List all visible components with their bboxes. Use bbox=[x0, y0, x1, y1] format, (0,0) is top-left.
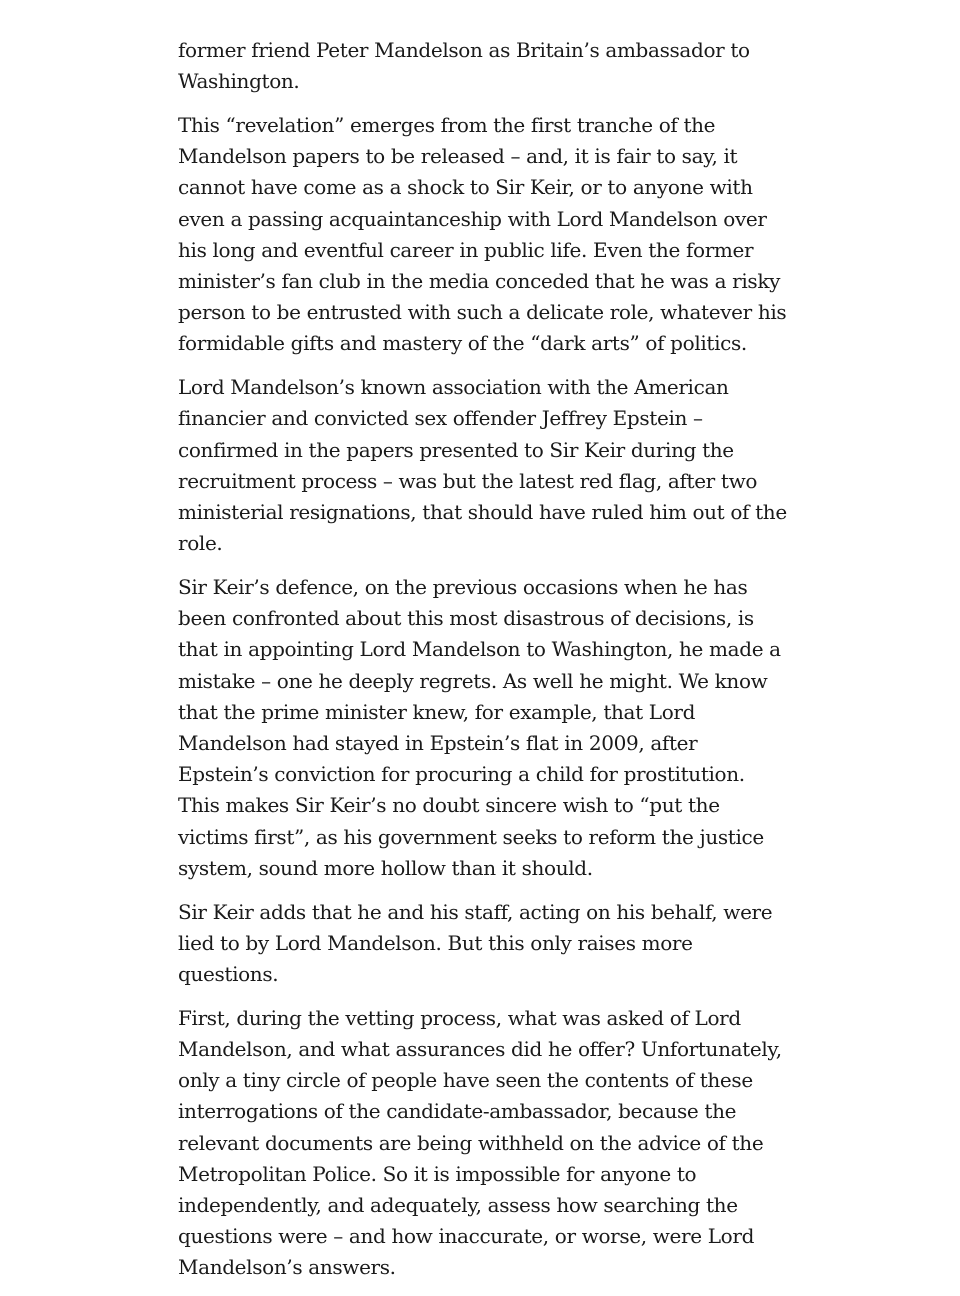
paragraph-6: First, during the vetting process, what was asked of Lord Mandelson, and what assurances did he offer? Unfortunately, only a tiny circle of people have seen the contents of these interrogations of the candidate-ambassador, because the relevant documents are being withheld on the advice of the Metropolitan Police. So it is impossible for anyone to independently, and adequately, assess how searching the questions were – and how inaccurate, or worse, were Lord Mandelson’s answers. bbox=[178, 1005, 782, 1280]
paragraph-1: former friend Peter Mandelson as Britain’s ambassador to Washington. bbox=[178, 38, 750, 94]
article-body bbox=[178, 35, 788, 1296]
paragraph-4: Sir Keir’s defence, on the previous occasions when he has been confronted about this most disastrous of decisions, is that in appointing Lord Mandelson to Washington, he made a mistake – one he deeply regrets. As well he might. We know that the prime minister knew, for example, that Lord Mandelson had stayed in Epstein’s flat in 2009, after Epstein’s conviction for procuring a child for prostitution. This makes Sir Keir’s no doubt sincere wish to “put the victims first”, as his government seeks to reform the justice system, sound more hollow than it should. bbox=[178, 575, 781, 880]
paragraph-5: Sir Keir adds that he and his staff, acting on his behalf, were lied to by Lord Mandelson. But this only raises more questions. bbox=[178, 899, 773, 987]
paragraph-2: This “revelation” emerges from the first tranche of the Mandelson papers to be released – and, it is fair to say, it cannot have come as a shock to Sir Keir, or to anyone with even a passing acquaintanceship with Lord Mandelson over his long and eventful career in public life. Even the former minister’s fan club in the media conceded that he was a risky person to be entrusted with such a delicate role, whatever his formidable gifts and mastery of the “dark arts” of politics. bbox=[178, 113, 787, 356]
paragraph-3: Lord Mandelson’s known association with the American financier and convicted sex offender Jeffrey Epstein – confirmed in the papers presented to Sir Keir during the recruitment process – was but the latest red flag, after two ministerial resignations, that should have ruled him out of the role. bbox=[178, 375, 787, 556]
